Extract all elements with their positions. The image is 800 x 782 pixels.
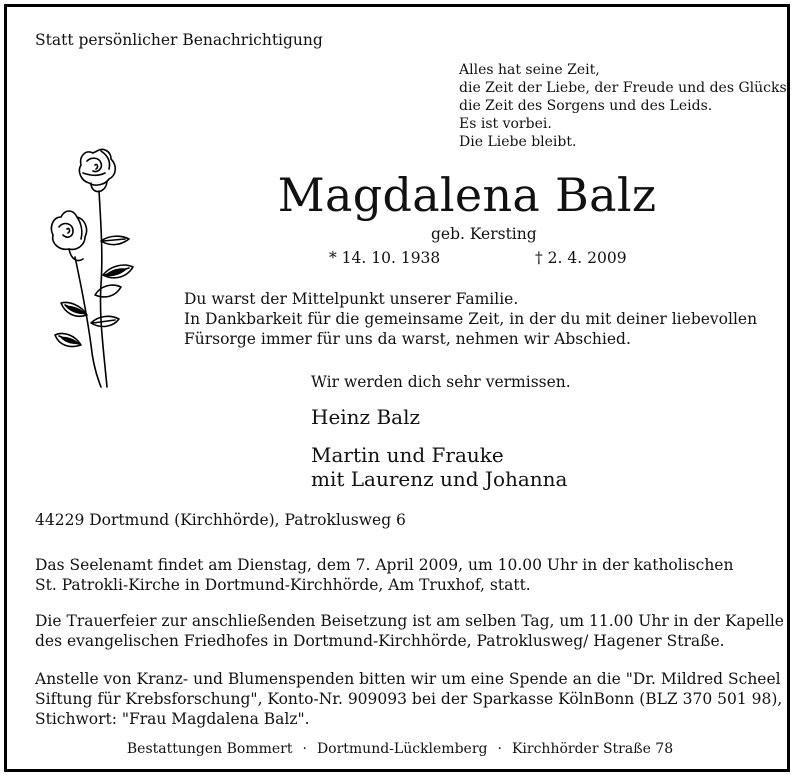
miss-line: Wir werden dich sehr vermissen.	[311, 373, 571, 391]
mourner-name: Heinz Balz	[311, 405, 421, 429]
birth-date: * 14. 10. 1938	[329, 249, 441, 267]
footer-street: Kirchhörder Straße 78	[511, 741, 674, 757]
deceased-name: Magdalena Balz	[277, 168, 657, 222]
tribute-text: Du warst der Mittelpunkt unserer Familie. In Dankbarkeit für die gemeinsame Zeit, in der du mit deiner liebevollen Fürsorge immer für uns da warst, nehmen wir Abschied.	[184, 290, 758, 348]
mourner-name: mit Laurenz und Johanna	[311, 467, 568, 491]
footer-separator: ·	[497, 741, 502, 757]
mourner-name: Martin und Frauke	[311, 443, 504, 467]
birth-name: geb. Kersting	[431, 225, 537, 243]
poem-line: die Zeit des Sorgens und des Leids.	[459, 98, 713, 114]
address: 44229 Dortmund (Kirchhörde), Patroklusweg 6	[35, 511, 406, 529]
poem-line: die Zeit der Liebe, der Freude und des Glücks,	[459, 80, 792, 96]
poem	[459, 61, 791, 151]
donation-paragraph: Anstelle von Kranz- und Blumenspenden bitten wir um eine Spende an die "Dr. Mildred Scheel Siftung für Krebsforschung", Konto-Nr. 909093 bei der Sparkasse KölnBonn (BLZ 370 501 98), Stichwort: "Frau Magdalena Balz".	[35, 670, 783, 728]
header-note: Statt persönlicher Benachrichtigung	[35, 31, 323, 49]
rose-icon	[41, 145, 141, 393]
burial-paragraph: Die Trauerfeier zur anschließenden Beisetzung ist am selben Tag, um 11.00 Uhr in der Kapelle des evangelischen Friedhofes in Dortmund-Kirchhörde, Patroklusweg/ Hagener Straße.	[35, 612, 784, 650]
poem-line: Die Liebe bleibt.	[459, 134, 577, 150]
service-paragraph: Das Seelenamt findet am Dienstag, dem 7. April 2009, um 10.00 Uhr in der katholischen St. Patrokli-Kirche in Dortmund-Kirchhörde, Am Truxhof, statt.	[35, 556, 734, 594]
footer	[7, 741, 793, 757]
footer-separator: ·	[302, 741, 307, 757]
poem-line: Es ist vorbei.	[459, 116, 552, 132]
footer-location: Dortmund-Lücklemberg	[316, 741, 488, 757]
death-date: † 2. 4. 2009	[535, 249, 627, 267]
poem-line: Alles hat seine Zeit,	[459, 62, 600, 78]
obituary-frame	[4, 4, 790, 772]
footer-company: Bestattungen Bommert	[126, 741, 293, 757]
